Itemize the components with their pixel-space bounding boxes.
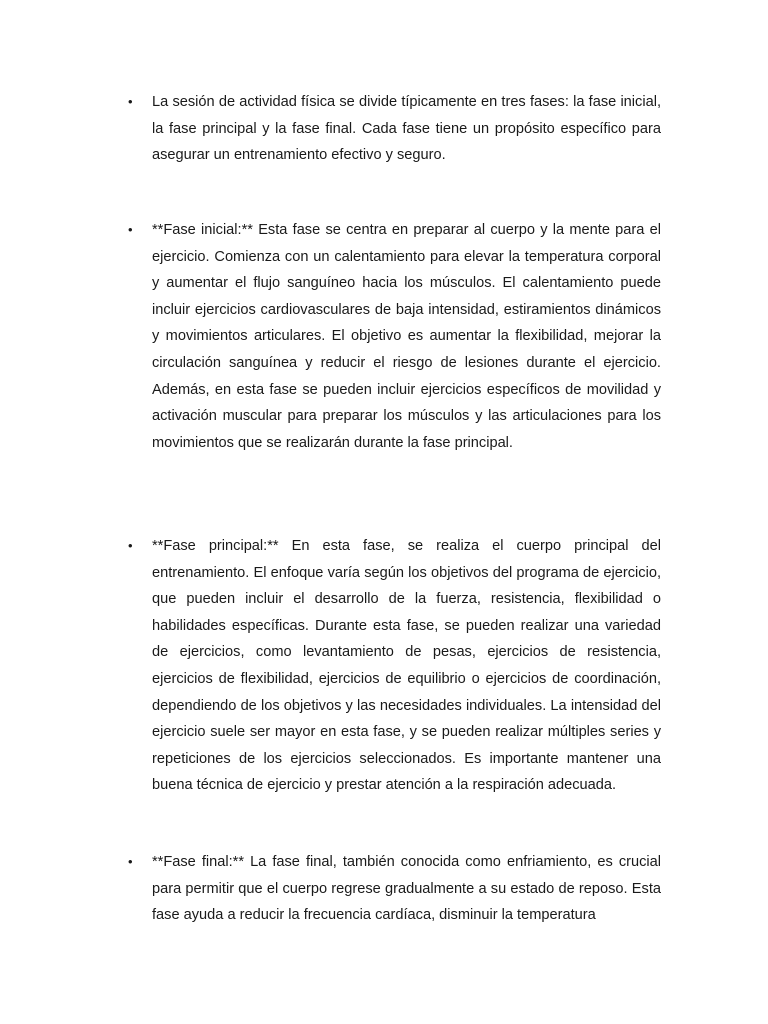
bullet-icon: • xyxy=(128,222,133,237)
paragraph-fase-final: **Fase final:** La fase final, también conocida como enfriamiento, es crucial para permitir que el cuerpo regrese gradualmente a su estado de reposo. Esta fase ayuda a reducir la frecuencia cardíaca, disminuir la temperatura xyxy=(152,854,661,924)
paragraph-fase-inicial: **Fase inicial:** Esta fase se centra en preparar al cuerpo y la mente para el ejercicio. Comienza con un calentamiento para elevar la temperatura corporal y aumentar el flujo sanguíneo hacia los músculos. El calentamiento puede incluir ejercicios cardiovasculares de baja intensidad, estiramientos dinámicos y movimientos articulares. El objetivo es aumentar la flexibilidad, mejorar la circulación sanguínea y reducir el riesgo de lesiones durante el ejercicio. Además, en esta fase se pueden incluir ejercicios específicos de movilidad y activación muscular para preparar los músculos y las articulaciones para los movimientos que se realizarán durante la fase principal. xyxy=(152,222,661,451)
bullet-icon: • xyxy=(128,854,133,869)
bullet-icon: • xyxy=(128,94,133,109)
bullet-icon: • xyxy=(128,538,133,553)
paragraph-intro: La sesión de actividad física se divide típicamente en tres fases: la fase inicial, la fase principal y la fase final. Cada fase tiene un propósito específico para asegurar un entrenamiento efectivo y seguro. xyxy=(152,94,661,164)
paragraph-fase-principal: **Fase principal:** En esta fase, se realiza el cuerpo principal del entrenamiento. El enfoque varía según los objetivos del programa de ejercicio, que pueden incluir el desarrollo de la fuerza, resistencia, flexibilidad o habilidades específicas. Durante esta fase, se pueden realizar una variedad de ejercicios, como levantamiento de pesas, ejercicios de resistencia, ejercicios de flexibilidad, ejercicios de equilibrio o ejercicios de coordinación, dependiendo de los objetivos y las necesidades individuales. La intensidad del ejercicio suele ser mayor en esta fase, y se pueden realizar múltiples series y repeticiones de los ejercicios seleccionados. Es importante mantener una buena técnica de ejercicio y prestar atención a la respiración adecuada. xyxy=(152,538,661,794)
